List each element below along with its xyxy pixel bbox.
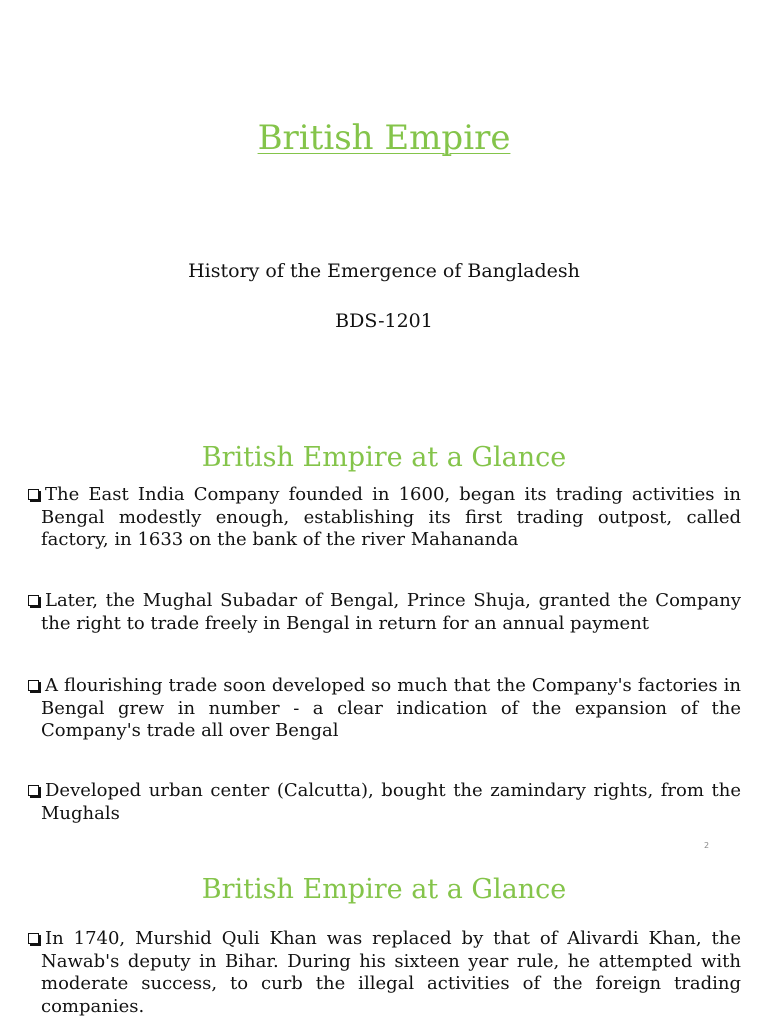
- course-code: BDS-1201: [335, 310, 433, 332]
- page-number: 2: [704, 841, 710, 850]
- checkbox-square-icon: [28, 595, 39, 606]
- checkbox-square-icon: [28, 680, 39, 691]
- section-heading: British Empire at a Glance: [201, 442, 567, 473]
- page-title: British Empire: [257, 118, 511, 158]
- list-item: [28, 780, 741, 825]
- section-heading: British Empire at a Glance: [201, 874, 567, 905]
- bullet-text: Developed urban center (Calcutta), bought the zamindary rights, from the Mughals: [41, 780, 741, 824]
- bullet-text: In 1740, Murshid Quli Khan was replaced by that of Alivardi Khan, the Nawab's deputy in Bihar. During his sixteen year rule, he attempted with moderate success, to curb the illegal activities of the foreign trading companies.: [41, 928, 741, 1017]
- bullet-text: A flourishing trade soon developed so much that the Company's factories in Bengal grew in number - a clear indication of the expansion of the Company's trade all over Bengal: [41, 675, 741, 741]
- course-name: History of the Emergence of Bangladesh: [188, 260, 580, 282]
- list-item: [28, 928, 741, 1018]
- bullet-text: Later, the Mughal Subadar of Bengal, Prince Shuja, granted the Company the right to trade freely in Bengal in return for an annual payment: [41, 590, 741, 634]
- checkbox-square-icon: [28, 489, 39, 500]
- list-item: [28, 675, 741, 743]
- bullet-text: The East India Company founded in 1600, began its trading activities in Bengal modestly enough, establishing its first trading outpost, called factory, in 1633 on the bank of the river Mahananda: [41, 484, 741, 550]
- list-item: [28, 590, 741, 635]
- list-item: [28, 484, 741, 552]
- checkbox-square-icon: [28, 785, 39, 796]
- checkbox-square-icon: [28, 933, 39, 944]
